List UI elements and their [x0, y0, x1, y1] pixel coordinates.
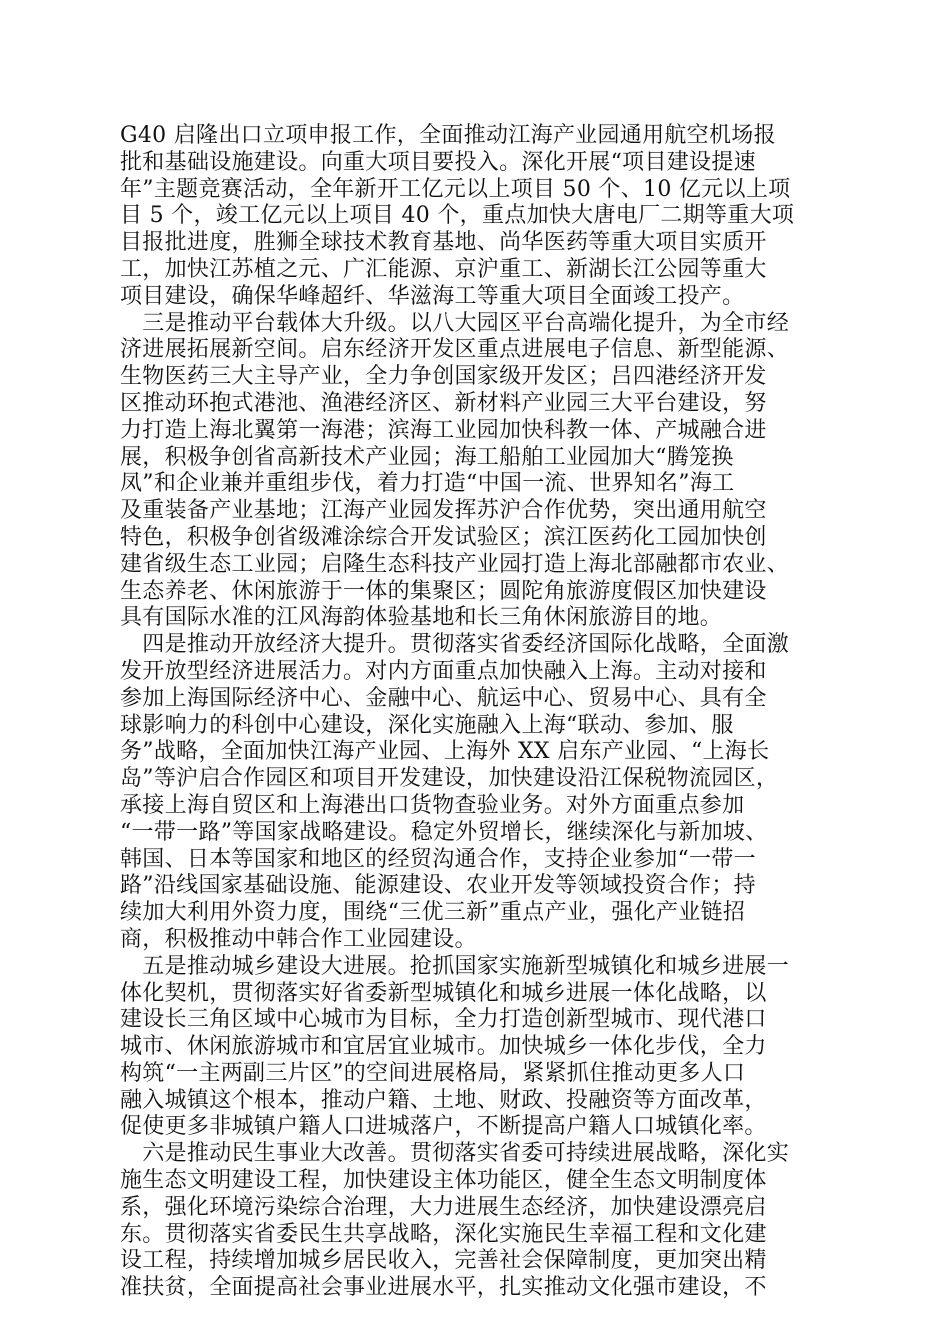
body-text [120, 123, 820, 1302]
text-line: 施生态文明建设工程，加快建设主体功能区，健全生态文明制度体 [120, 1168, 767, 1194]
text-line: 展，积极争创省高新技术产业园；海工船舶工业园加大“腾笼换 [120, 444, 734, 470]
text-line: 设工程，持续增加城乡居民收入，完善社会保障制度，更加突出精 [120, 1248, 767, 1274]
text-line: 续加大利用外资力度，围绕“三优三新”重点产业，强化产业链招 [120, 900, 746, 926]
text-line: 促使更多非城镇户籍人口进城落户，不断提高户籍人口城镇化率。 [120, 1114, 767, 1140]
text-line: 批和基础设施建设。向重大项目要投入。深化开展“项目建设提速 [120, 149, 756, 175]
text-line: 济进展拓展新空间。启东经济开发区重点进展电子信息、新型能源、 [120, 337, 790, 363]
text-line: 参加上海国际经济中心、金融中心、航运中心、贸易中心、具有全 [120, 685, 767, 711]
text-line: 岛”等沪启合作园区和项目开发建设，加快建设沿江保税物流园区， [120, 766, 779, 792]
text-line: 商，积极推动中韩合作工业园建设。 [120, 926, 477, 952]
text-line: 生态养老、休闲旅游于一体的集聚区；圆陀角旅游度假区加快建设 [120, 578, 767, 604]
text-line: 区推动环抱式港池、渔港经济区、新材料产业园三大平台建设，努 [120, 390, 767, 416]
text-line: 年”主题竞赛活动，全年新开工亿元以上项目 50 个、10 亿元以上项 [120, 176, 791, 202]
text-line: 四是推动开放经济大提升。贯彻落实省委经济国际化战略，全面激 [120, 632, 790, 658]
text-line: 体化契机，贯彻落实好省委新型城镇化和城乡进展一体化战略，以 [120, 980, 767, 1006]
text-line: “一带一路”等国家战略建设。稳定外贸增长，继续深化与新加坡、 [120, 819, 768, 845]
text-line: 城市、休闲旅游城市和宜居宜业城市。加快城乡一体化步伐，全力 [120, 1034, 767, 1060]
text-line: 力打造上海北翼第一海港；滨海工业园加快科教一体、产城融合进 [120, 417, 767, 443]
text-line: 目报批进度，胜狮全球技术教育基地、尚华医药等重大项目实质开 [120, 230, 767, 256]
text-line: 韩国、日本等国家和地区的经贸沟通合作，支持企业参加“一带一 [120, 846, 756, 872]
text-line: 生物医药三大主导产业，全力争创国家级开发区；吕四港经济开发 [120, 364, 767, 390]
text-line: 五是推动城乡建设大进展。抢抓国家实施新型城镇化和城乡进展一 [120, 953, 790, 979]
text-line: 及重装备产业基地；江海产业园发挥苏沪合作优势，突出通用航空 [120, 498, 767, 524]
text-line: 建省级生态工业园；启隆生态科技产业园打造上海北部融都市农业、 [120, 551, 790, 577]
text-line: G40 启隆出口立项申报工作，全面推动江海产业园通用航空机场报 [120, 123, 776, 148]
text-line: 特色，积极争创省级滩涂综合开发试验区；滨江医药化工园加快创 [120, 524, 767, 550]
text-line: 目 5 个，竣工亿元以上项目 40 个，重点加快大唐电厂二期等重大项 [120, 203, 795, 229]
text-line: 具有国际水准的江风海韵体验基地和长三角休闲旅游目的地。 [120, 605, 723, 631]
text-line: 构筑“一主两副三片区”的空间进展格局，紧紧抓住推动更多人口 [120, 1060, 746, 1086]
text-line: 项目建设，确保华峰超纤、华滋海工等重大项目全面竣工投产。 [120, 283, 745, 309]
text-line: 系，强化环境污染综合治理，大力进展生态经济，加快建设漂亮启 [120, 1194, 767, 1220]
text-line: 东。贯彻落实省委民生共享战略，深化实施民生幸福工程和文化建 [120, 1221, 767, 1247]
text-line: 球影响力的科创中心建设，深化实施融入上海“联动、参加、服 [120, 712, 734, 738]
text-line: 六是推动民生事业大改善。贯彻落实省委可持续进展战略，深化实 [120, 1141, 790, 1167]
text-line: 工，加快江苏植之元、广汇能源、京沪重工、新湖长江公园等重大 [120, 256, 767, 282]
text-line: 融入城镇这个根本，推动户籍、土地、财政、投融资等方面改革， [120, 1087, 767, 1113]
text-line: 凤”和企业兼并重组步伐，着力打造“中国一流、世界知名”海工 [120, 471, 735, 497]
text-line: 路”沿线国家基础设施、能源建设、农业开发等领域投资合作；持 [120, 873, 756, 899]
text-line: 承接上海自贸区和上海港出口货物查验业务。对外方面重点参加 [120, 792, 745, 818]
text-line: 发开放型经济进展活力。对内方面重点加快融入上海。主动对接和 [120, 658, 767, 684]
text-line: 三是推动平台载体大升级。以八大园区平台高端化提升，为全市经 [120, 310, 790, 336]
text-line: 务”战略，全面加快江海产业园、上海外 XX 启东产业园、“上海长 [120, 739, 770, 765]
text-line: 建设长三角区域中心城市为目标，全力打造创新型城市、现代港口 [120, 1007, 767, 1033]
text-line: 准扶贫，全面提高社会事业进展水平，扎实推动文化强市建设，不 [120, 1275, 767, 1301]
